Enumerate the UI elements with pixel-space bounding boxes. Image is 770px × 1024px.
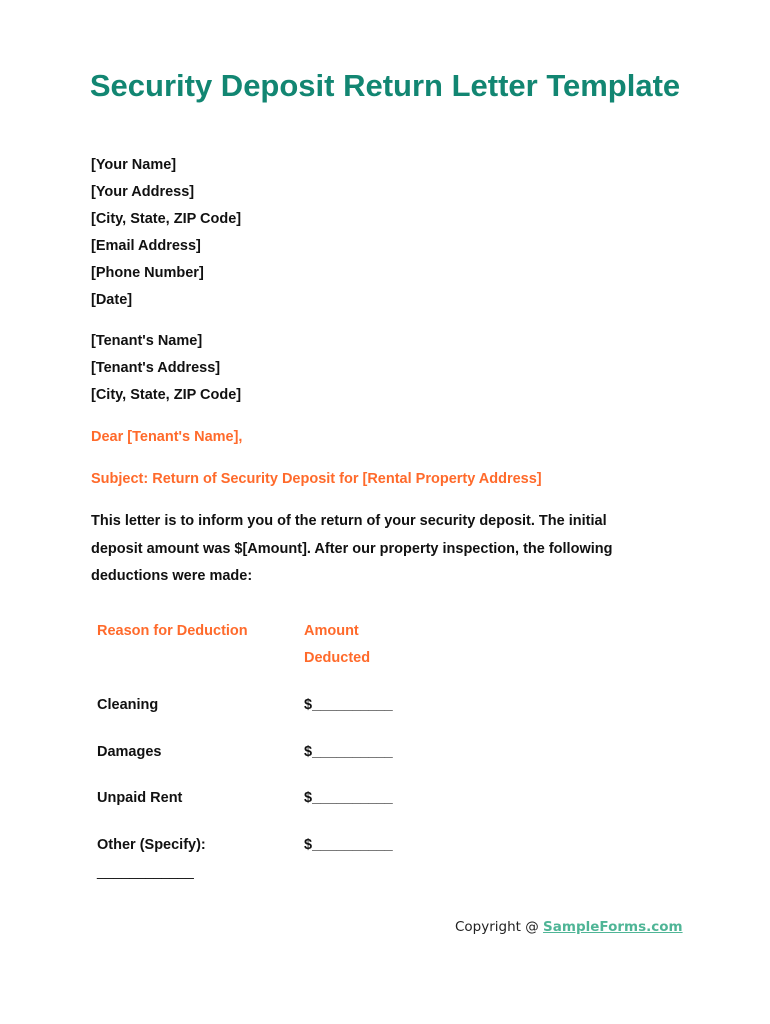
copyright-text: Copyright @ xyxy=(455,919,544,935)
tenant-name: [Tenant's Name] xyxy=(91,333,203,349)
row-reason: Cleaning xyxy=(97,697,159,713)
row-amount: $__________ xyxy=(304,697,393,713)
row-reason: Other (Specify): xyxy=(97,837,206,853)
other-specify-blank: ____________ xyxy=(97,864,194,880)
letter-date: [Date] xyxy=(91,292,133,308)
row-reason: Unpaid Rent xyxy=(97,790,183,806)
sender-city: [City, State, ZIP Code] xyxy=(91,211,242,227)
tenant-address: [Tenant's Address] xyxy=(91,360,221,376)
row-amount: $__________ xyxy=(304,837,393,853)
sampleforms-link[interactable]: SampleForms.com xyxy=(543,919,683,935)
body-paragraph: This letter is to inform you of the return of your security deposit. The initial deposit amount was $[Amount]. After our property inspection, the following deductions were made: xyxy=(91,513,613,584)
header-reason: Reason for Deduction xyxy=(97,623,248,639)
subject-line: Subject: Return of Security Deposit for [Rental Property Address] xyxy=(91,471,542,487)
row-amount: $__________ xyxy=(304,744,393,760)
salutation: Dear [Tenant's Name], xyxy=(91,429,243,445)
header-amount: Amount Deducted xyxy=(304,623,371,666)
sender-block xyxy=(91,152,241,314)
copyright-footer xyxy=(455,919,683,935)
sender-phone: [Phone Number] xyxy=(91,265,204,281)
row-amount: $__________ xyxy=(304,790,393,806)
sender-name: [Your Name] xyxy=(91,157,177,173)
sender-address: [Your Address] xyxy=(91,184,195,200)
row-reason: Damages xyxy=(97,744,162,760)
page-title: Security Deposit Return Letter Template xyxy=(89,68,681,103)
tenant-city: [City, State, ZIP Code] xyxy=(91,387,242,403)
sender-email: [Email Address] xyxy=(91,238,201,254)
recipient-block xyxy=(91,328,241,409)
